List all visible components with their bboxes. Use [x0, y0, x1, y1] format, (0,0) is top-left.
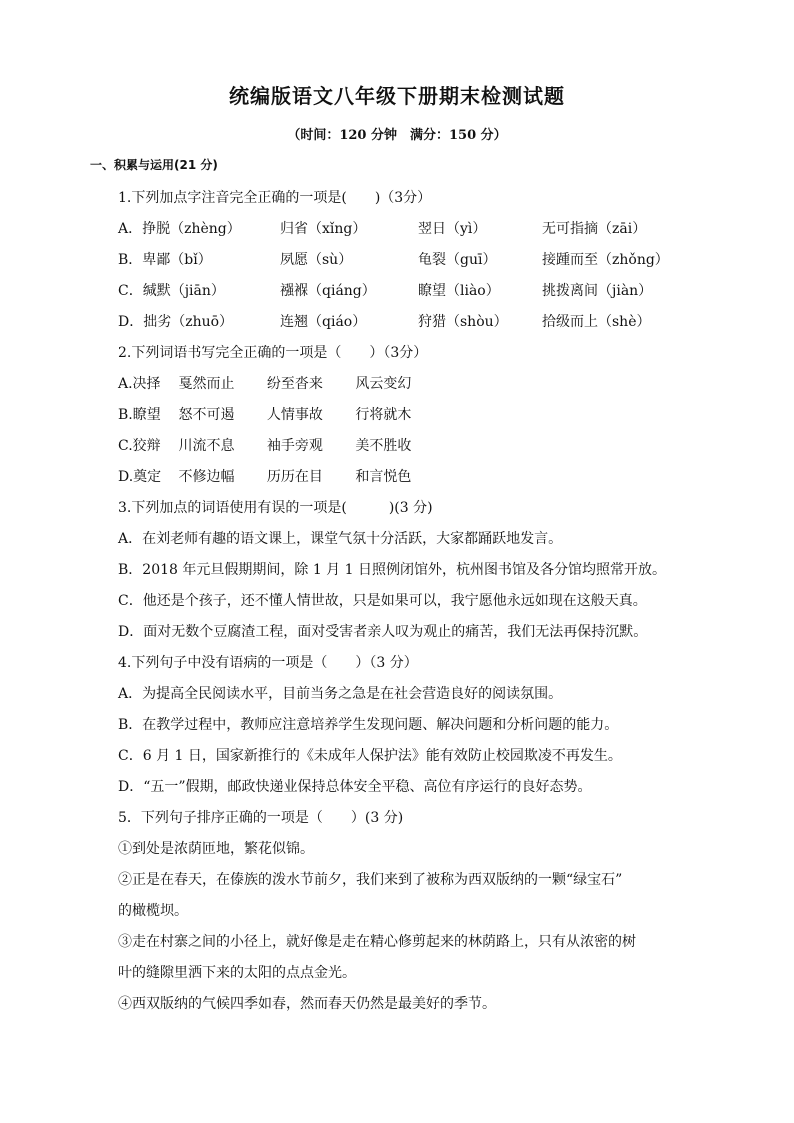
exam-info: （时间：120 分钟 满分：150 分）: [287, 128, 507, 143]
option-item: A.决择: [118, 376, 161, 392]
question-5-sentence: ③走在村寨之间的小径上，就好像是走在精心修剪起来的林荫路上，只有从浓密的树: [118, 934, 636, 950]
option-item: 戛然而止: [178, 376, 235, 392]
question-3-option-c: C．他还是个孩子，还不懂人情世故，只是如果可以，我宁愿他永远如现在这般天真。: [118, 593, 647, 609]
option-item: 拾级而上（shè）: [542, 314, 651, 330]
question-1-option-b: [118, 245, 718, 276]
option-item: 连翘（qiáo）: [280, 314, 367, 330]
option-item: 挑拨离间（jiàn）: [542, 283, 653, 299]
option-item: D．拙劣（zhuō）: [118, 314, 234, 330]
option-item: 无可指摘（zāi）: [542, 221, 647, 237]
question-4-option-c: C．6 月 1 日，国家新推行的《未成年人保护法》能有效防止校园欺凌不再发生。: [118, 748, 622, 764]
question-1-option-d: [118, 307, 718, 338]
option-item: 翌日（yì）: [418, 221, 487, 237]
question-2-stem: 2.下列词语书写完全正确的一项是（ ）（3分）: [118, 345, 428, 361]
option-item: D.奠定: [118, 469, 162, 485]
question-3-option-d: D．面对无数个豆腐渣工程，面对受害者亲人叹为观止的痛苦，我们无法再保持沉默。: [118, 624, 648, 640]
option-item: 行将就木: [355, 407, 412, 423]
question-4-option-b: B．在教学过程中，教师应注意培养学生发现问题、解决问题和分析问题的能力。: [118, 717, 619, 733]
option-item: 美不胜收: [355, 438, 412, 454]
option-item: 怒不可遏: [178, 407, 235, 423]
question-4-option-d: D．“五一”假期，邮政快递业保持总体安全平稳、高位有序运行的良好态势。: [118, 779, 592, 795]
option-item: 和言悦色: [355, 469, 412, 485]
question-1-option-c: [118, 276, 718, 307]
option-item: B．卑鄙（bǐ）: [118, 252, 212, 268]
option-item: 夙愿（sù）: [280, 252, 353, 268]
question-5-sentence: 叶的缝隙里洒下来的太阳的点点金光。: [118, 965, 356, 981]
option-item: 袖手旁观: [266, 438, 323, 454]
option-item: C.狡辩: [118, 438, 161, 454]
option-item: 川流不息: [178, 438, 235, 454]
question-1-option-a: [118, 214, 718, 245]
option-item: A．挣脱（zhèng）: [118, 221, 241, 237]
question-3-option-a: A．在刘老师有趣的语文课上，课堂气氛十分活跃，大家都踊跃地发言。: [118, 531, 563, 547]
question-2-option-c: [118, 431, 718, 462]
question-3-stem: 3.下列加点的词语使用有误的一项是( )(3 分): [118, 500, 433, 516]
question-5-sentence: ④西双版纳的气候四季如春，然而春天仍然是最美好的季节。: [118, 996, 496, 1012]
question-2-option-b: [118, 400, 718, 431]
option-item: 狩猎（shòu）: [418, 314, 508, 330]
section-heading: 一、积累与运用(21 分): [90, 158, 218, 172]
option-item: 接踵而至（zhǒng）: [542, 252, 669, 268]
question-2-option-d: [118, 462, 718, 493]
option-item: B.瞭望: [118, 407, 161, 423]
option-item: 龟裂（guī）: [418, 252, 497, 268]
question-2-option-a: [118, 369, 718, 400]
question-list: [118, 183, 718, 1020]
page-title: 统编版语文八年级下册期末检测试题: [229, 84, 565, 108]
option-item: 纷至沓来: [266, 376, 323, 392]
option-item: 瞭望（liào）: [418, 283, 500, 299]
question-5-sentence: 的橄榄坝。: [118, 903, 188, 919]
question-5-sentence: ②正是在春天，在傣族的泼水节前夕，我们来到了被称为西双版纳的一颗“绿宝石”: [118, 872, 623, 888]
question-3-option-b: B．2018 年元旦假期期间，除 1 月 1 日照例闭馆外，杭州图书馆及各分馆均照常开放。: [118, 562, 666, 578]
option-item: 风云变幻: [355, 376, 412, 392]
question-5-stem: 5．下列句子排序正确的一项是（ ）(3 分): [118, 810, 404, 826]
option-item: C．缄默（jiān）: [118, 283, 225, 299]
option-item: 不修边幅: [178, 469, 235, 485]
question-4-option-a: A．为提高全民阅读水平，目前当务之急是在社会营造良好的阅读氛围。: [118, 686, 563, 702]
option-item: 襁褓（qiáng）: [280, 283, 376, 299]
option-item: 归省（xǐng）: [280, 221, 367, 237]
option-item: 人情事故: [266, 407, 323, 423]
question-1-stem: 1.下列加点字注音完全正确的一项是( )（3分）: [118, 190, 432, 206]
option-item: 历历在目: [266, 469, 323, 485]
question-5-sentence: ①到处是浓荫匝地，繁花似锦。: [118, 841, 314, 857]
question-4-stem: 4.下列句子中没有语病的一项是（ ）（3 分）: [118, 655, 418, 671]
